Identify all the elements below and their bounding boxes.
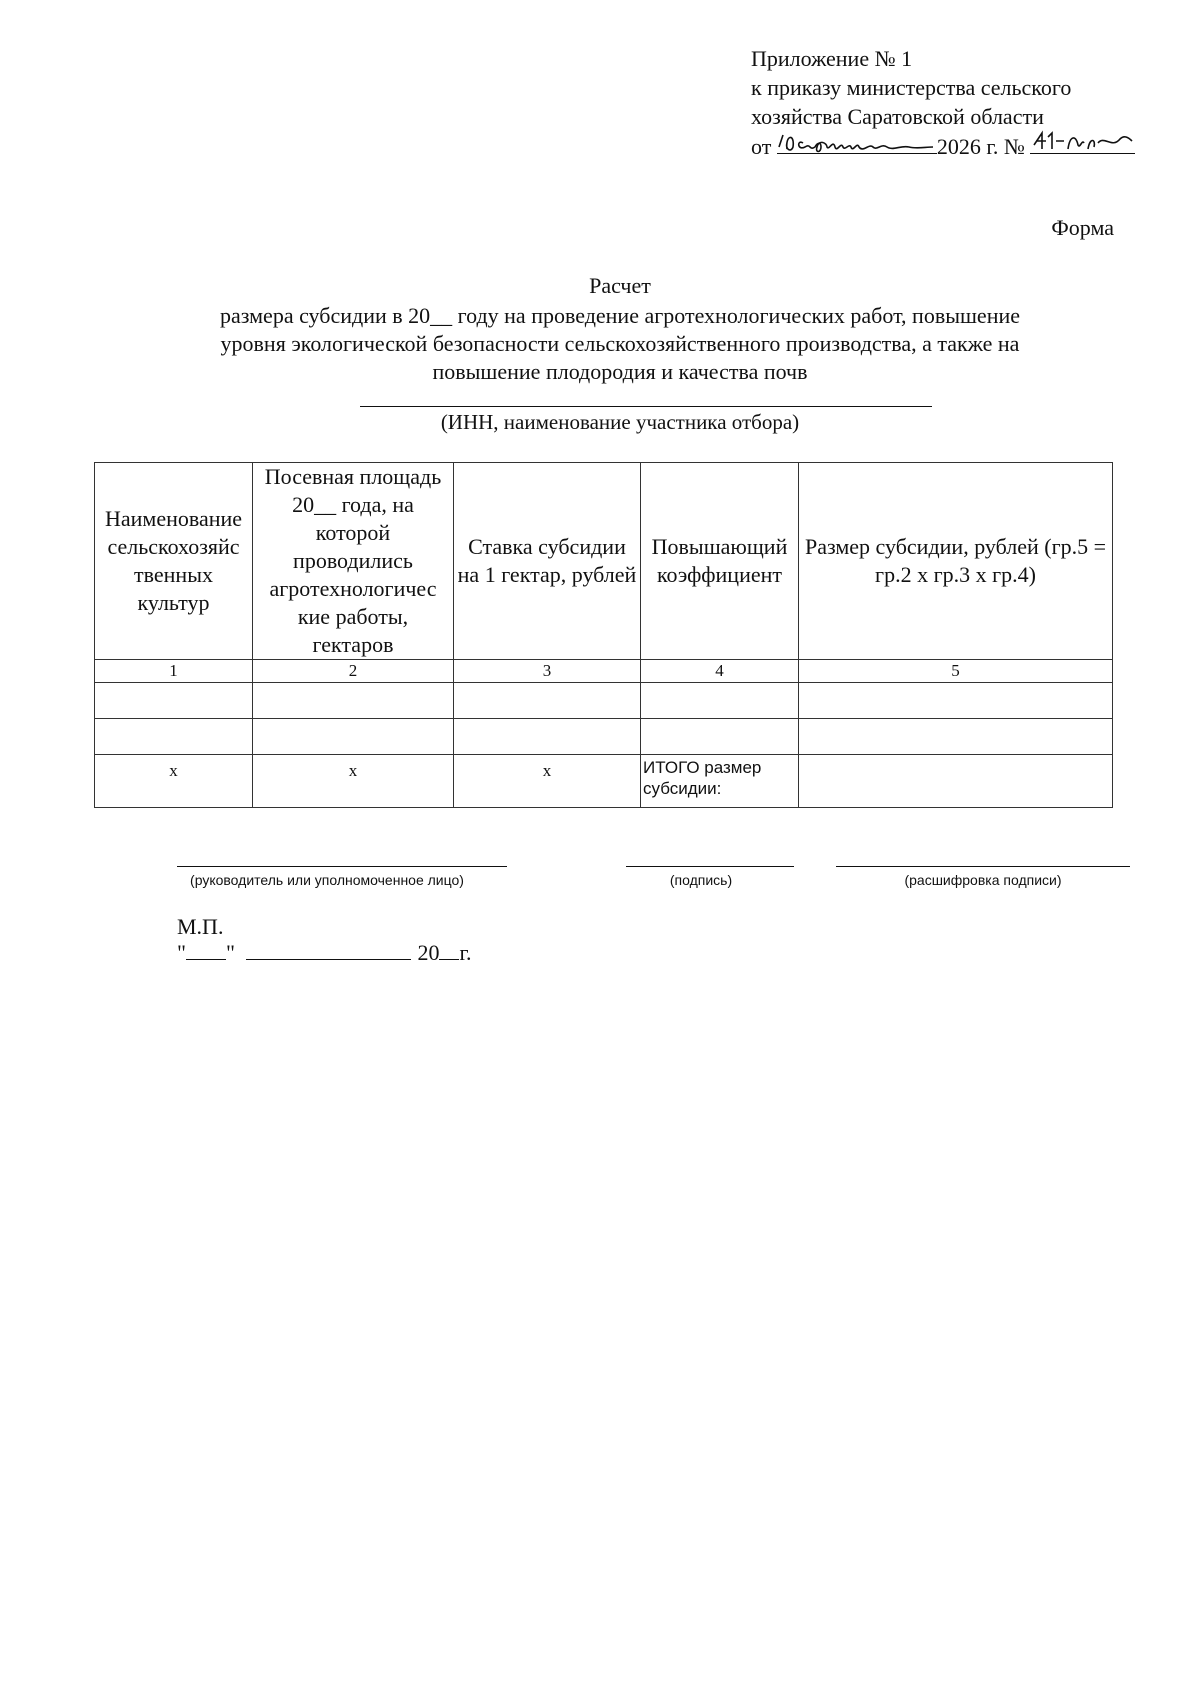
table-cell[interactable] [95,683,253,719]
column-number: 1 [95,660,253,683]
form-label: Форма [1051,215,1114,240]
table-cell[interactable] [641,719,799,755]
table-cell[interactable] [454,719,641,755]
header-rate-per-hectare: Ставка субсидии на 1 гектар, рублей [454,463,641,660]
total-cell-x: х [454,755,641,808]
table-column-numbers-row [95,660,1113,683]
quote-open: " [177,940,186,965]
inn-caption: (ИНН, наименование участника отбора) [440,410,800,434]
title-line-2: уровня экологической безопасности сельскохозяйственного производства, а также на [220,331,1020,356]
header-subsidy-amount: Размер субсидии, рублей (гр.5 = гр.2 х гр.3 х гр.4) [799,463,1113,660]
table-header-row [95,463,1113,660]
table-row [95,719,1113,755]
total-cell-x: х [95,755,253,808]
header-sown-area: Посевная площадь 20__ года, на которой проводились агротехнологичес кие работы, гектаров [253,463,454,660]
table-cell[interactable] [799,719,1113,755]
day-blank[interactable] [186,959,226,960]
appendix-date-line [751,131,1151,161]
inn-fill-line[interactable] [360,406,932,407]
decoding-caption: (расшифровка подписи) [904,872,1062,888]
date-fill-line [177,940,472,966]
year-blank[interactable] [439,959,459,960]
handwritten-number [1030,131,1135,154]
quote-close: " [225,940,235,965]
signature-caption: (подпись) [669,872,733,888]
title-word: Расчет [589,273,651,298]
appendix-header [751,44,1151,161]
handwritten-number-scribble [1030,129,1135,155]
total-cell-x: х [253,755,454,808]
appendix-title: Приложение № 1 [751,46,913,71]
appendix-order-line: к приказу министерства сельского [751,75,1072,100]
table-cell[interactable] [641,683,799,719]
handwritten-date-scribble [777,129,937,155]
decoding-signature-line[interactable] [836,866,1130,867]
total-label: ИТОГО размер субсидии: [641,755,799,808]
column-number: 2 [253,660,454,683]
year-suffix: г. [459,940,472,965]
table-cell[interactable] [454,683,641,719]
appendix-ministry-line: хозяйства Саратовской области [751,104,1044,129]
total-amount-cell[interactable] [799,755,1113,808]
column-number: 3 [454,660,641,683]
table-cell[interactable] [799,683,1113,719]
date-year: 2026 г. № [936,134,1025,159]
head-signature-line[interactable] [177,866,507,867]
signature-line[interactable] [626,866,794,867]
subsidy-calculation-table [94,462,1113,808]
title-line-1: размера субсидии в 20__ году на проведение агротехнологических работ, повышение [219,303,1021,328]
table-cell[interactable] [95,719,253,755]
month-blank[interactable] [246,959,411,960]
column-number: 4 [641,660,799,683]
column-number: 5 [799,660,1113,683]
head-caption: (руководитель или уполномоченное лицо) [190,872,464,888]
handwritten-date [777,131,937,154]
document-title [140,272,1100,386]
table-cell[interactable] [253,719,454,755]
table-total-row [95,755,1113,808]
stamp-placeholder: М.П. [177,914,224,939]
year-prefix: 20 [417,940,440,965]
header-coefficient: Повышающий коэффициент [641,463,799,660]
header-crop-name: Наименование сельскохозяйс твенных культур [95,463,253,660]
title-line-3: повышение плодородия и качества почв [432,359,808,384]
table-cell[interactable] [253,683,454,719]
date-prefix: от [751,134,772,159]
table-row [95,683,1113,719]
